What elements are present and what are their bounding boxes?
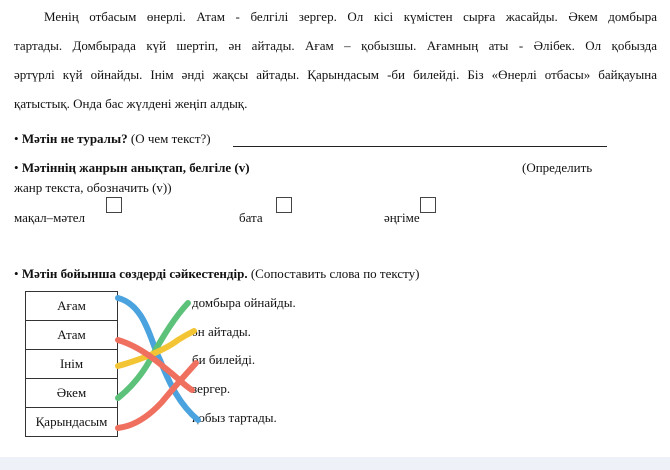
bullet: • bbox=[14, 131, 19, 146]
yellow-stroke bbox=[118, 331, 194, 366]
paragraph-line-2: тартады. Домбырада күй шертіп, ән айтады. Ағам – қобызшы. Ағамның аты - Әлібек. Ол қобызда bbox=[14, 38, 657, 53]
word-cell[interactable]: Атам bbox=[26, 321, 118, 350]
table-row bbox=[26, 292, 118, 321]
red-stroke-lower bbox=[118, 363, 196, 428]
genre-checkbox-story[interactable] bbox=[420, 197, 436, 213]
blue-stroke bbox=[118, 298, 198, 420]
word-cell[interactable]: Ағам bbox=[26, 292, 118, 321]
question-2-translation-end: жанр текста, обозначить (v)) bbox=[14, 180, 172, 195]
table-row bbox=[26, 408, 118, 437]
question-2 bbox=[14, 160, 250, 176]
table-row bbox=[26, 350, 118, 379]
genre-checkbox-blessing[interactable] bbox=[276, 197, 292, 213]
question-1 bbox=[14, 131, 211, 147]
paragraph-line-4: қатыстық. Онда бас жүлдені жеңіп алдық. bbox=[14, 96, 248, 111]
genre-label-proverb: мақал–мәтел bbox=[14, 210, 86, 225]
table-row bbox=[26, 379, 118, 408]
question-3 bbox=[14, 266, 419, 282]
question-1-translation: (О чем текст?) bbox=[130, 131, 211, 146]
paragraph-line-1: Менің отбасым өнерлі. Атам - белгілі зергер. Ол кісі күмістен сырға жасайды. Әкем домбыра bbox=[44, 9, 657, 24]
question-3-translation: (Сопоставить слова по тексту) bbox=[250, 266, 420, 281]
answer-line[interactable] bbox=[233, 146, 607, 147]
paragraph-line-3: әртүрлі күй ойнайды. Інім әнді жақсы айтады. Қарындасым -би билейді. Біз «Өнерлі отбасы» байқауына bbox=[14, 67, 657, 82]
table-row bbox=[26, 321, 118, 350]
match-phrase[interactable]: қобыз тартады. bbox=[192, 410, 277, 425]
bullet: • bbox=[14, 266, 19, 281]
question-2-bold: Мәтіннің жанрын анықтап, белгіле (v) bbox=[21, 160, 250, 175]
bottom-bar bbox=[0, 457, 670, 470]
red-stroke-upper bbox=[118, 340, 192, 390]
question-3-bold: Мәтін бойынша сөздерді сәйкестендір. bbox=[21, 266, 248, 281]
match-phrase[interactable]: домбыра ойнайды. bbox=[192, 295, 296, 310]
word-cell[interactable]: Қарындасым bbox=[26, 408, 118, 437]
word-cell[interactable]: Інім bbox=[26, 350, 118, 379]
genre-label-story: әңгіме bbox=[384, 210, 420, 225]
match-phrase[interactable]: ән айтады. bbox=[192, 324, 251, 339]
words-table bbox=[25, 291, 118, 437]
word-cell[interactable]: Әкем bbox=[26, 379, 118, 408]
question-2-translation-start: (Определить bbox=[522, 160, 593, 175]
genre-label-blessing: бата bbox=[239, 210, 263, 225]
green-stroke bbox=[118, 303, 188, 398]
bullet: • bbox=[14, 160, 19, 175]
match-phrase[interactable]: зергер. bbox=[192, 381, 231, 396]
match-phrase[interactable]: би билейді. bbox=[192, 352, 256, 367]
question-1-bold: Мәтін не туралы? bbox=[21, 131, 128, 146]
genre-checkbox-proverb[interactable] bbox=[106, 197, 122, 213]
